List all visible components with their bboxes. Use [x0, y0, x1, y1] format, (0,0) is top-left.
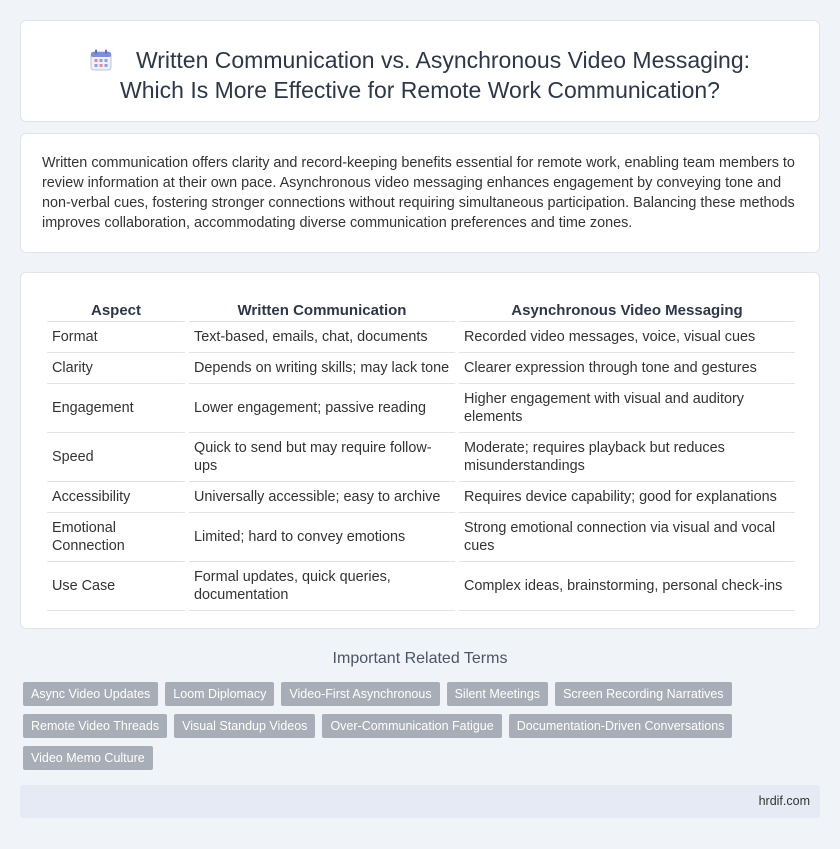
cell-video: Clearer expression through tone and gestures [459, 353, 795, 384]
page-title [21, 45, 819, 105]
footer-site-link[interactable]: hrdif.com [758, 794, 810, 808]
tag-video-first-asynchronous[interactable]: Video-First Asynchronous [281, 682, 439, 706]
cell-video: Complex ideas, brainstorming, personal check-ins [459, 562, 795, 611]
table-row [47, 433, 795, 482]
table-header-row [47, 296, 795, 322]
comparison-table [43, 296, 799, 611]
header-video: Asynchronous Video Messaging [459, 296, 795, 322]
tag-row [23, 746, 813, 770]
cell-aspect: Accessibility [47, 482, 185, 513]
related-terms-title: Important Related Terms [332, 650, 508, 667]
header-aspect: Aspect [47, 296, 185, 322]
tag-silent-meetings[interactable]: Silent Meetings [447, 682, 548, 706]
tag-loom-diplomacy[interactable]: Loom Diplomacy [165, 682, 274, 706]
header-written: Written Communication [189, 296, 455, 322]
tag-documentation-driven-conversations[interactable]: Documentation-Driven Conversations [509, 714, 733, 738]
cell-aspect: Engagement [47, 384, 185, 433]
page-title-text: Written Communication vs. Asynchronous Video Messaging: Which Is More Effective for Remote Work Communication? [120, 47, 751, 103]
table-row [47, 562, 795, 611]
cell-video: Higher engagement with visual and auditory elements [459, 384, 795, 433]
summary-card [20, 133, 820, 253]
tag-async-video-updates[interactable]: Async Video Updates [23, 682, 158, 706]
cell-written: Formal updates, quick queries, documentation [189, 562, 455, 611]
comparison-card [20, 272, 820, 629]
table-row [47, 353, 795, 384]
tag-video-memo-culture[interactable]: Video Memo Culture [23, 746, 153, 770]
cell-video: Recorded video messages, voice, visual cues [459, 322, 795, 353]
table-row [47, 384, 795, 433]
footer [20, 785, 820, 818]
cell-aspect: Clarity [47, 353, 185, 384]
cell-written: Limited; hard to convey emotions [189, 513, 455, 562]
cell-video: Requires device capability; good for explanations [459, 482, 795, 513]
title-card [20, 20, 820, 122]
tag-visual-standup-videos[interactable]: Visual Standup Videos [174, 714, 315, 738]
related-terms-tags [23, 682, 813, 778]
cell-written: Universally accessible; easy to archive [189, 482, 455, 513]
calendar-icon [90, 49, 112, 71]
table-row [47, 322, 795, 353]
tag-row [23, 714, 813, 738]
cell-video: Moderate; requires playback but reduces misunderstandings [459, 433, 795, 482]
cell-written: Quick to send but may require follow-ups [189, 433, 455, 482]
cell-written: Text-based, emails, chat, documents [189, 322, 455, 353]
cell-aspect: Emotional Connection [47, 513, 185, 562]
cell-aspect: Use Case [47, 562, 185, 611]
summary-paragraph: Written communication offers clarity and record-keeping benefits essential for remote work, enabling team members to review information at their own pace. Asynchronous video messaging enhances engagement by conveying tone and non-verbal cues, fostering stronger connections without requiring simultaneous participation. Balancing these methods improves collaboration, accommodating diverse communication preferences and time zones. [42, 155, 795, 231]
tag-over-communication-fatigue[interactable]: Over-Communication Fatigue [322, 714, 501, 738]
tag-remote-video-threads[interactable]: Remote Video Threads [23, 714, 167, 738]
cell-written: Depends on writing skills; may lack tone [189, 353, 455, 384]
table-row [47, 482, 795, 513]
tag-row [23, 682, 813, 706]
cell-aspect: Speed [47, 433, 185, 482]
cell-video: Strong emotional connection via visual and vocal cues [459, 513, 795, 562]
cell-aspect: Format [47, 322, 185, 353]
table-row [47, 513, 795, 562]
cell-written: Lower engagement; passive reading [189, 384, 455, 433]
tag-screen-recording-narratives[interactable]: Screen Recording Narratives [555, 682, 732, 706]
